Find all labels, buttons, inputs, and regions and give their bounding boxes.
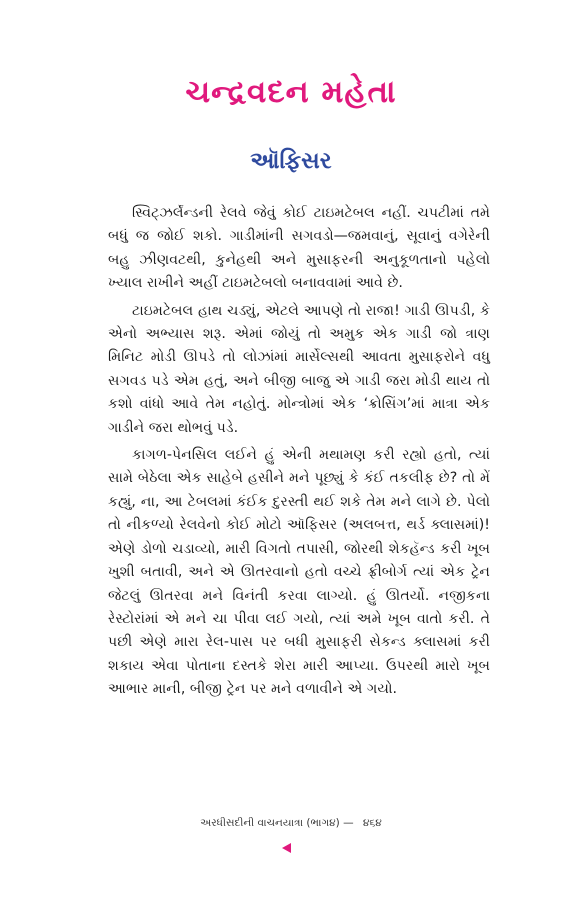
article-title: ઑફિસર <box>250 148 332 174</box>
paragraph-3: કાગળ-પેનસિલ લઈને હું એની મથામણ કરી રહ્યો હતો, ત્યાં સામે બેઠેલા એક સાહેબે હસીને મને પૂછ્યું કે કંઈ તકલીફ છે? તો મેં કહ્યું, ના, આ ટેબલમાં કંઈક દુરસ્તી થઈ શકે તેમ મને લાગે છે. પેલો તો નીકળ્યો રેલવેનો કોઈ મોટો ઑફિસર (અલબત્ત, થર્ડ ક્લાસમાં)! એણે ડોળો ચડાવ્યો, મારી વિગતો તપાસી, જોરથી શેકહૅન્ડ કરી ખૂબ ખુશી બતાવી, અને એ ઊતરવાનો હતો વચ્ચે ફ્રીબોર્ગ ત્યાં એક ટ્રેન જેટલું ઊતરવા મને વિનંતી કરવા લાગ્યો. હું ઊતર્યો. નજીકના રેસ્ટોરાંમાં એ મને ચા પીવા લઈ ગયો, ત્યાં અમે ખૂબ વાતો કરી. તે પછી એણે મારા રેલ-પાસ પર બધી મુસાફરી સેકન્ડ ક્લાસમાં કરી શકાય એવા પોતાના દસ્તકે શેરા મારી આપ્યા. ઉપરથી મારો ખૂબ આભાર માની, બીજી ટ્રેન પર મને વળાવીને એ ગયો. <box>108 447 490 698</box>
author-name: ચન્દ્રવદન મહેતા <box>185 74 397 110</box>
page-footer <box>0 817 582 830</box>
footer-separator: — <box>343 817 354 829</box>
book-title: અરધીસદીની વાચનયાત્રા (ભાગ૪) <box>200 817 340 829</box>
paragraph-1: સ્વિટ્ઝર્લૅન્ડની રેલવે જેવું કોઈ ટાઇમટેબલ નહીં. ચપટીમાં તમે બધું જ જોઈ શકો. ગાડીમાંની સગવડો—જમવાનું, સૂવાનું વગેરેની બહુ ઝીણવટથી, કુનેહથી અને મુસાફરની અનુકૂળતાનો પહેલો ખ્યાલ રાખીને અહીં ટાઇમટેબલો બનાવવામાં આવે છે. <box>108 205 490 292</box>
left-triangle-icon[interactable] <box>282 843 291 853</box>
page-number: ૪૬૪ <box>362 817 382 829</box>
paragraph-2: ટાઇમટેબલ હાથ ચડ્યું, એટલે આપણે તો રાજા! ગાડી ઊપડી, કે એનો અભ્યાસ શરૂ. એમાં જોયું તો અમુક એક ગાડી જો ત્રાણ મિનિટ મોડી ઊપડે તો લોઝાંમાં માર્સેલ્સથી આવતા મુસાફરોને વધુ સગવડ પડે એમ હતું, અને બીજી બાજુ એ ગાડી જરા મોડી થાય તો કશો વાંધો આવે તેમ નહોતું. મોન્ત્રોમાં એક ‘ક્રોસિંગ’માં માત્રા એક ગાડીને જરા થોભવું પડે. <box>108 302 490 436</box>
article-body <box>108 202 490 706</box>
